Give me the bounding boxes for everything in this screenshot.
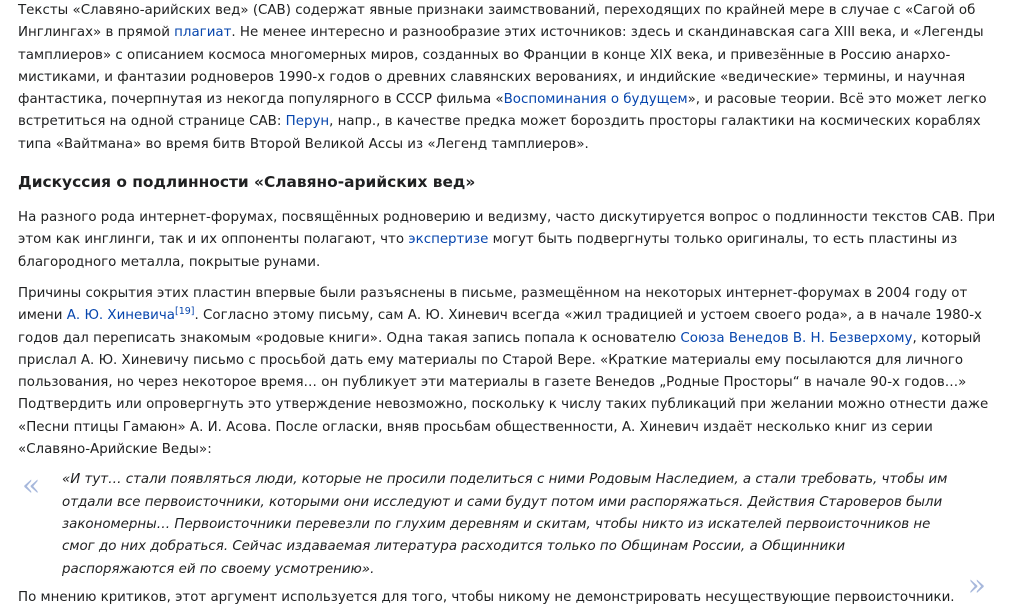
link-memories-of-future[interactable]: Воспоминания о будущем (503, 92, 688, 108)
open-quote-icon: « (22, 468, 41, 504)
link-khinevich[interactable]: А. Ю. Хиневича (66, 308, 175, 324)
paragraph-hiding-reasons: Причины сокрытия этих пластин впервые были разъяснены в письме, размещённом на некоторых интернет-форумах в 2004 году от имени А. Ю. Хиневича[19]. Согласно этому письму, сам А. Ю. Хиневич всегда «жил традицией и устоем своего рода», а в начале 1980-х годов дал переписать знакомым «родовые книги». Одна такая запись попала к основателю Союза Венедов В. Н. Безверхому, который прислал А. Ю. Хиневичу письмо с просьбой дать ему материалы по Старой Вере. «Краткие материалы ему посылаются для личного пользования, но через некоторое время… он публикует эти материалы в газете Венедов „Родные Просторы“ в начале 90-х годов…» Подтвердить или опровергнуть это утверждение невозможно, поскольку к числу таких публикаций при желании можно отнести даже «Песни птицы Гамаюн» А. И. Асова. После огласки, вняв просьбам общественности, А. Хиневич издаёт несколько книг из серии «Славяно-Арийские Веды»: (18, 285, 989, 458)
section-heading: Дискуссия о подлинности «Славяно-арийских вед» (18, 173, 476, 192)
link-union-of-veneds[interactable]: Союза Венедов В. Н. Безверхому (680, 330, 913, 346)
reference-link[interactable]: [19] (175, 306, 195, 318)
paragraph-forums: На разного рода интернет-форумах, посвящённых родноверию и ведизму, часто дискутируется вопрос о подлинности текстов САВ. При этом как инглинги, так и их оппоненты полагают, что экспертизе могут быть подвергнуты только оригиналы, то есть пластины из благородного металла, покрытые рунами. (18, 210, 996, 270)
link-expertise[interactable]: экспертизе (408, 232, 489, 248)
link-plagiarism[interactable]: плагиат (174, 25, 232, 41)
quote-text: «И тут… стали появляться люди, которые не просили поделиться с ними Родовым Наследием, а стали требовать, чтобы им отдали все первоисточники, которыми они исследуют и сами будут потом ими распоряжаться. Действия Староверов были закономерны… Первоисточники перевезли по глухим деревням и скитам, чтобы никто из искателей первоисточников не смог до них добраться. Сейчас издаваемая литература расходится только по Общинам России, а Общинники распоряжаются ей по своему усмотрению». (62, 472, 948, 577)
close-quote-icon: » (967, 567, 986, 603)
link-perun[interactable]: Перун (285, 114, 330, 130)
paragraph-critics: По мнению критиков, этот аргумент используется для того, чтобы никому не демонстрировать несуществующие первоисточники. (18, 589, 955, 605)
paragraph-sav-borrowings: Тексты «Славяно-арийских вед» (САВ) содержат явные признаки заимствований, переходящих по крайней мере в случае с «Сагой об Инглингах» в прямой плагиат. Не менее интересно и разнообразие этих источников: здесь и скандинавская сага XIII века, и «Легенды тамплиеров» с описанием космоса многомерных миров, созданных во Франции в конце XIX века, и привезённые в Россию анархо-мистиками, и фантазии родноверов 1990-х годов о древних славянских верованиях, и индийские «ведические» термины, и научная фантастика, почерпнутая из некогда популярного в СССР фильма «Воспоминания о будущем», и расовые теории. Всё это может легко встретиться на одной странице САВ: Перун, напр., в качестве предка может бороздить просторы галактики на космических кораблях типа «Вайтмана» во время битв Второй Великой Ассы из «Легенд тамплиеров». (18, 3, 987, 152)
